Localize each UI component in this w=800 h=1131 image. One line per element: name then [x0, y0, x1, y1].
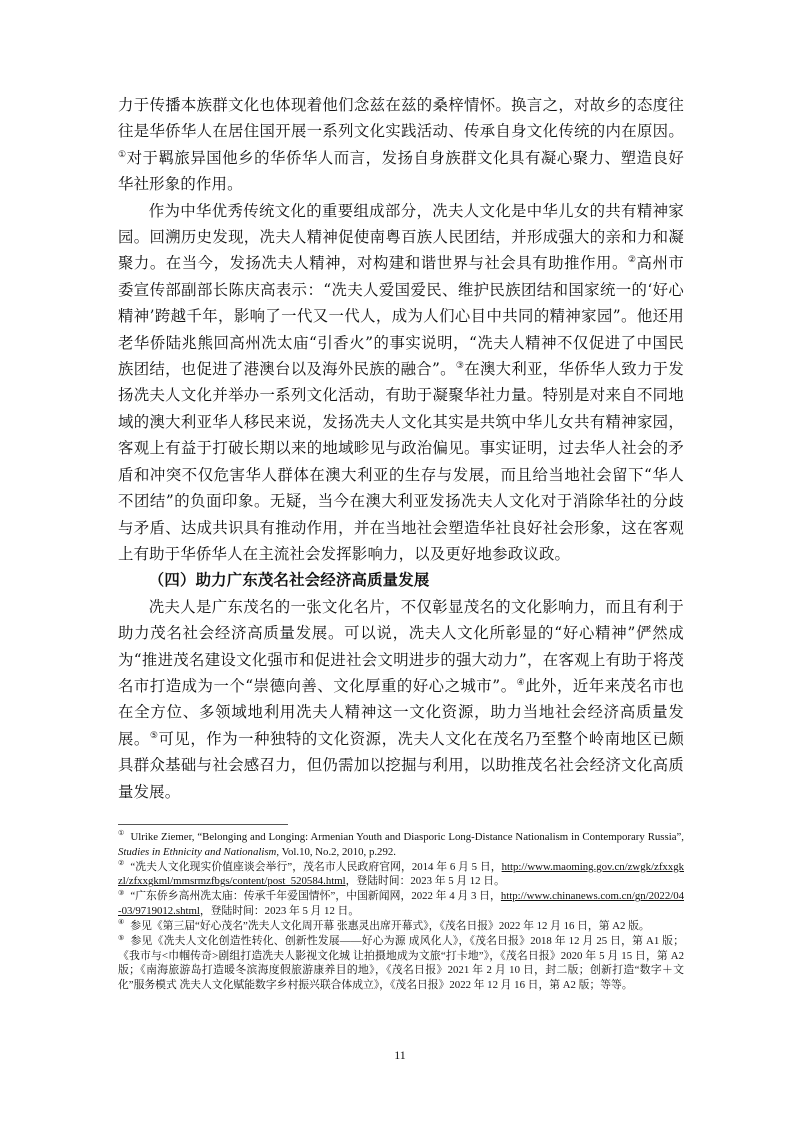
body-text: [118, 92, 684, 805]
footnote-mark: ②: [118, 859, 125, 868]
footnote: ① Ulrike Ziemer, “Belonging and Longing: Armenian Youth and Diasporic Long-Distance Nationalism in Contemporary Russia”, Studies in Ethnicity and Nationalism, Vol.10, No.2, 2010, p.292.: [118, 829, 684, 858]
footnote: ② “冼夫人文化现实价值座谈会举行”，茂名市人民政府官网，2014 年 6 月 5 日，http://www.maoming.gov.cn/zwgk/zfxxgkzl/zfxxgkml/mmsrmzfbgs/content/post_520584.html，登陆时间：2023 年 5 月 12 日。: [118, 859, 685, 888]
footnote-reference[interactable]: ③: [455, 360, 465, 371]
footnote-reference[interactable]: ②: [627, 255, 637, 266]
footnote-link[interactable]: http://www.chinanews.com.cn/gn/2022/04-03/9719012.shtml: [118, 890, 685, 917]
journal-title: Studies in Ethnicity and Nationalism: [118, 845, 277, 858]
footnote-reference[interactable]: ④: [516, 677, 526, 688]
section-heading: （四）助力广东茂名社会经济高质量发展: [148, 571, 430, 590]
footnote: ④ 参见《第三届“好心茂名”冼夫人文化周开幕 张惠灵出席开幕式》，《茂名日报》2022 年 12 月 16 日，第 A2 版。: [118, 918, 650, 933]
footnote-mark: ⑤: [118, 933, 125, 942]
footnote-separator: [118, 824, 288, 825]
page-number: 11: [394, 1048, 406, 1062]
footnote-reference[interactable]: ①: [118, 149, 127, 160]
footnote-reference[interactable]: ⑤: [149, 730, 159, 741]
footnotes: [118, 830, 684, 993]
paragraph-2: 作为中华优秀传统文化的重要组成部分，冼夫人文化是中华儿女的共有精神家园。回溯历史发现，冼夫人精神促使南粤百族人民团结，并形成强大的亲和力和凝聚力。在当今，发扬冼夫人精神，对构建和谐世界与社会具有助推作用。②高州市委宣传部副部长陈庆高表示：“冼夫人爱国爱民、维护民族团结和国家统一的‘好心精神’跨越千年，影响了一代又一代人，成为人们心目中共同的精神家园”。他还用老华侨陆兆熊回高州冼太庙“引香火”的事实说明，“冼夫人精神不仅促进了中国民族团结，也促进了港澳台以及海外民族的融合”。③在澳大利亚，华侨华人致力于发扬冼夫人文化并举办一系列文化活动，有助于凝聚华社力量。特别是对来自不同地域的澳大利亚华人移民来说，发扬冼夫人文化其实是共筑中华儿女共有精神家园，客观上有益于打破长期以来的地域畛见与政治偏见。事实证明，过去华人社会的矛盾和冲突不仅危害华人群体在澳大利亚的生存与发展，而且给当地社会留下“华人不团结”的负面印象。无疑，当今在澳大利亚发扬冼夫人文化对于消除华社的分歧与矛盾、达成共识具有推动作用，并在当地社会塑造华社良好社会形象，这在客观上有助于华侨华人在主流社会发挥影响力，以及更好地参政议政。: [118, 201, 684, 563]
paragraph-3: 冼夫人是广东茂名的一张文化名片，不仅彰显茂名的文化影响力，而且有利于助力茂名社会经济高质量发展。可以说，冼夫人文化所彰显的“好心精神”俨然成为“推进茂名建设文化强市和促进社会文明进步的强大动力”，在客观上有助于将茂名市打造成为一个“崇德向善、文化厚重的好心之城市”。④此外，近年来茂名市也在全方位、多领域地利用冼夫人精神这一文化资源，助力当地社会经济高质量发展。⑤可见，作为一种独特的文化资源，冼夫人文化在茂名乃至整个岭南地区已颇具群众基础与社会感召力，但仍需加以挖掘与利用，以助推茂名社会经济文化高质量发展。: [118, 597, 684, 801]
footnote-mark: ④: [118, 918, 125, 927]
paragraph-1: 力于传播本族群文化也体现着他们念兹在兹的桑梓情怀。换言之，对故乡的态度往往是华侨华人在居住国开展一系列文化实践活动、传承自身文化传统的内在原因。①对于羁旅异国他乡的华侨华人而言，发扬自身族群文化具有凝心聚力、塑造良好华社形象的作用。: [118, 96, 684, 194]
footnote-mark: ①: [118, 829, 125, 838]
footnote-mark: ③: [118, 888, 125, 897]
footnote-link[interactable]: http://www.maoming.gov.cn/zwgk/zfxxgkzl/zfxxgkml/mmsrmzfbgs/content/post_520584.html: [118, 860, 685, 888]
footnote: ⑤ 参见《冼夫人文化创造性转化、创新性发展——好心为源 成风化人》，《茂名日报》2018 年 12 月 25 日，第 A1 版；《我市与<巾帼传奇>剧组打造冼夫人影视文化城 让拍摄地成为文旅“打卡地”》，《茂名日报》2020 年 5 月 15 日，第 A2 版；《南海旅游岛打造暖冬滨海度假旅游康养目的地》，《茂名日报》2021 年 2 月 10 日，封二版；创新打造“数字＋文化”服务模式 冼夫人文化赋能数字乡村振兴联合体成立》，《茂名日报》2022 年 12 月 16 日，第 A2 版；等等。: [118, 933, 684, 991]
footnote: ③ “广东侨乡高州冼太庙：传承千年爱国情怀”，中国新闻网，2022 年 4 月 3 日，http://www.chinanews.com.cn/gn/2022/04-03/9719012.shtml，登陆时间：2023 年 5 月 12 日。: [118, 888, 685, 917]
